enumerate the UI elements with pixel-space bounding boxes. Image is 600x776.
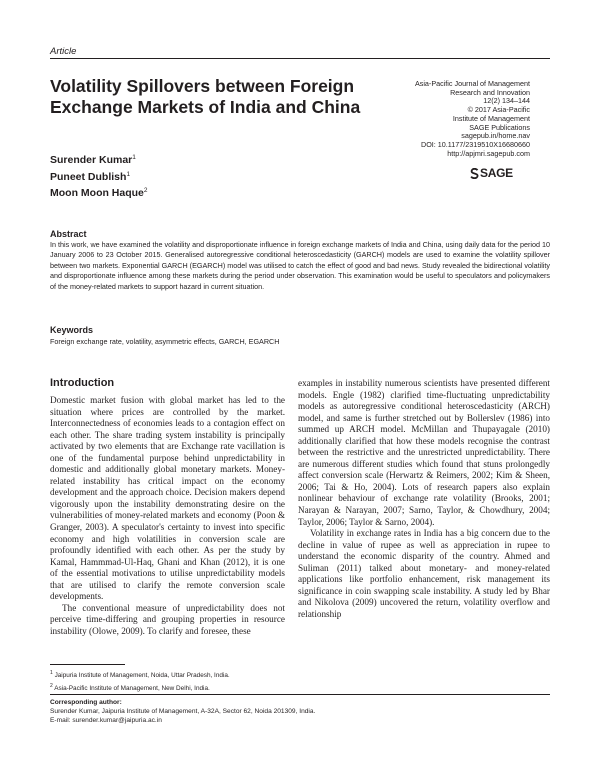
body-column-right: [298, 378, 550, 620]
copyright-holder: Institute of Management: [452, 113, 530, 123]
journal-name-cont: Research and Innovation: [450, 87, 530, 97]
copyright: © 2017 Asia-Pacific: [467, 105, 530, 115]
footnote-rule: [50, 664, 125, 665]
author: Surender Kumar$^1$: [50, 154, 136, 166]
doi[interactable]: DOI: 10.1177/2319510X16680660: [421, 139, 530, 149]
corresponding-address: Surender Kumar, Jaipuria Institute of Management, A-32A, Sector 62, Noida 201309, India.: [50, 708, 316, 716]
publisher: SAGE Publications: [469, 122, 530, 132]
sage-logo-text: SAGE: [480, 166, 513, 180]
paragraph: Volatility in exchange rates in India has a big concern due to the decline in value of rupee as well as appreciation in rupee to understand the economic disparity of the country. Ahmed and Suliman (2011) talked about monetary- and money-related applications like portfolio enhancement, risk management its significance in coin swapping scale instability. A study led by Bhar and Nikolova (2009) uncovered the return, volatility overflow and relationship: [298, 528, 550, 619]
sage-mark-icon: [470, 168, 479, 179]
section-heading: Introduction: [50, 377, 115, 389]
journal-url[interactable]: http://apjmri.sagepub.com: [447, 148, 530, 158]
keywords-heading: Keywords: [50, 325, 94, 335]
footnotes: [50, 668, 230, 694]
footnote: $^2$ Asia-Pacific Institute of Management, New Delhi, India.: [50, 683, 210, 692]
paragraph: The conventional measure of unpredictability does not perceive time-differing and grouping properties in resource instability (Olowe, 2009). To clarify and foresee, these: [50, 602, 285, 636]
abstract-heading: Abstract: [50, 229, 87, 239]
corresponding-email[interactable]: E-mail: surender.kumar@jaipuria.ac.in: [50, 717, 162, 725]
paper-title: Volatility Spillovers between Foreign Exchange Markets of India and China: [50, 76, 361, 117]
journal-volume: 12(2) 134–144: [483, 96, 530, 106]
corresponding-heading: Corresponding author:: [50, 699, 122, 706]
author: Puneet Dublish$^1$: [50, 170, 131, 183]
abstract-text: In this work, we have examined the volatility and disproportionate influence in foreign exchange markets of India and China, using daily data for the period 10 January 2006 to 23 October 2015. Generalised autoregressive conditional heteroscedasticity (GARCH) models are used to examine the volatility spillover between two markets. Exponential GARCH (EGARCH) model was utilised to catch the effect of good and bad news. Study revealed the bidirectional volatility and disproportionate influence among these markets during the period under observation. This examination would be useful to speculators and policymakers of the money-related markets to support hazard in current situation.: [50, 240, 550, 291]
body-column-left: [50, 395, 285, 637]
author-list: [50, 151, 148, 201]
journal-info: [388, 80, 530, 158]
header-rule: [50, 58, 550, 59]
sage-logo: [470, 166, 513, 180]
author: Moon Moon Haque$^2$: [50, 187, 148, 200]
article-type-label: Article: [50, 46, 77, 57]
keywords-text: Foreign exchange rate, volatility, asymmetric effects, GARCH, EGARCH: [50, 337, 280, 346]
publisher-url[interactable]: sagepub.in/home.nav: [461, 131, 530, 141]
paragraph: Domestic market fusion with global market has led to the situation where prices are controlled by the market. Interconnectedness of economies leads to a contagion effect on each other. The share trading system instability is principally activated by two elements that are Exchange rate vacillation is one of the fundamental purpose behind unpredictability in domestic and additionally global monetary markets. Money-related instability has critical impact on the economy development and the approach choice. Decision makers depend vigorously upon the instability demonstrating desire on the vulnerabilities of money-related markets and economy (Poon & Granger, 2003). A speculator's certainty to invest into specific economy and high volatilities in conversion scale are profoundly identified with each other. As per the study by Kamal, Hammmad-Ul-Haq, Ghani and Khan (2012), it is one of the essential motivations to utilise unpredictability models that are utilised to clarify the remote conversion scale developments.: [50, 395, 285, 602]
corresponding-author: [50, 698, 315, 726]
paragraph: examples in instability numerous scientists have presented different models. Engle (1982) clarified time-fluctuating unpredictability models as autoregressive conditional heteroscedasticity (ARCH) model, and same is further stretched out by Bollerslev (1986) into summed up ARCH model. McMillan and Thupayagale (2010) additionally clarified that how these models recognise the contrast between the restrictive and the unrestricted unpredictability. There are numerous different studies which found that stuns prolongedly affect conversion scale (Herwartz & Reimers, 2002; Kim & Sheen, 2006; Tai & Ho, 2004). Lots of research papers also explain nonlinear behaviour of exchange rate volatility (Brooks, 2001; Narayan & Narayan, 2007; Sarno, Taylor, & Chowdhury, 2004; Taylor, 2006; Taylor & Sarno, 2004).: [298, 378, 550, 527]
corresponding-rule: [50, 694, 550, 695]
footnote: $^1$ Jaipuria Institute of Management, Noida, Uttar Pradesh, India.: [50, 670, 230, 679]
journal-name: Asia-Pacific Journal of Management: [414, 79, 530, 88]
